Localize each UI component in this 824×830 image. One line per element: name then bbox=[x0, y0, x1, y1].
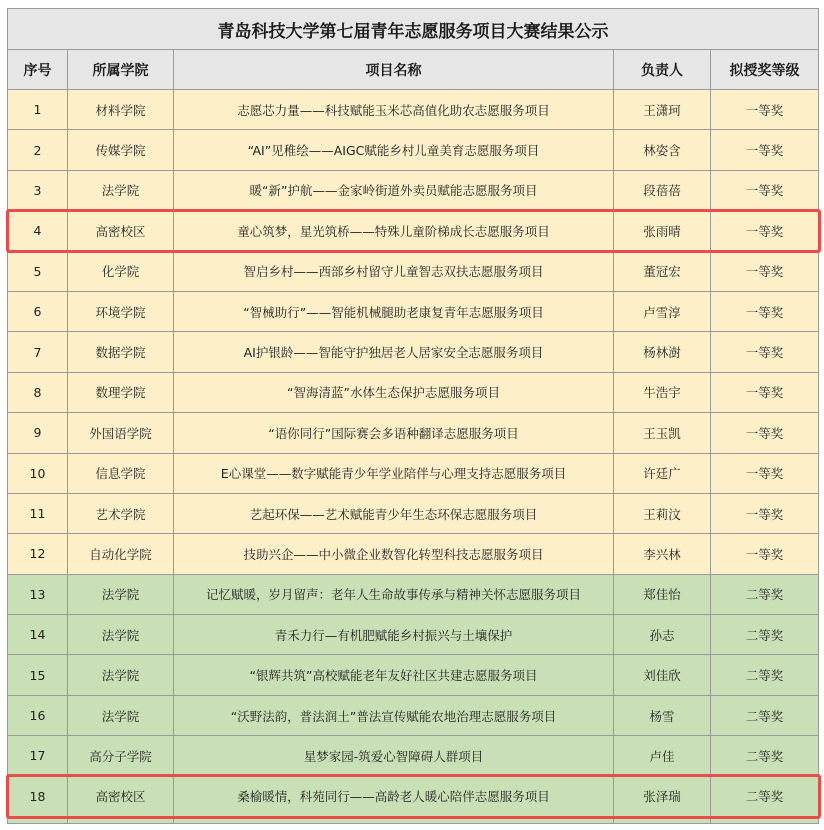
cell-award: 一等奖 bbox=[711, 372, 819, 412]
title-row bbox=[8, 9, 819, 50]
cell-award: 一等奖 bbox=[711, 170, 819, 210]
table-row bbox=[8, 736, 819, 776]
cell-no: 10 bbox=[8, 453, 68, 493]
cell-empty bbox=[614, 817, 711, 824]
cell-leader: 董冠宏 bbox=[614, 251, 711, 291]
cell-leader: 王莉汶 bbox=[614, 493, 711, 533]
table-row bbox=[8, 211, 819, 251]
cell-no: 18 bbox=[8, 776, 68, 816]
cell-college: 高密校区 bbox=[68, 211, 174, 251]
table-row bbox=[8, 574, 819, 614]
cell-empty bbox=[68, 817, 174, 824]
cell-empty bbox=[711, 817, 819, 824]
cell-empty bbox=[174, 817, 614, 824]
header-no: 序号 bbox=[8, 50, 68, 90]
cell-award: 二等奖 bbox=[711, 615, 819, 655]
header-college: 所属学院 bbox=[68, 50, 174, 90]
cell-no: 13 bbox=[8, 574, 68, 614]
cell-project: 青禾力行—有机肥赋能乡村振兴与土壤保护 bbox=[174, 615, 614, 655]
cell-award: 一等奖 bbox=[711, 493, 819, 533]
table-row bbox=[8, 615, 819, 655]
table-row bbox=[8, 453, 819, 493]
cell-leader: 林姿含 bbox=[614, 130, 711, 170]
cell-award: 一等奖 bbox=[711, 130, 819, 170]
cell-no: 7 bbox=[8, 332, 68, 372]
cell-leader: 孙志 bbox=[614, 615, 711, 655]
table-row bbox=[8, 130, 819, 170]
cell-no: 9 bbox=[8, 413, 68, 453]
cell-leader: 卢佳 bbox=[614, 736, 711, 776]
table-row bbox=[8, 493, 819, 533]
cell-project: 童心筑梦，星光筑桥——特殊儿童阶梯成长志愿服务项目 bbox=[174, 211, 614, 251]
cell-leader: 李兴林 bbox=[614, 534, 711, 574]
cell-college: 材料学院 bbox=[68, 90, 174, 130]
cell-leader: 卢雪淳 bbox=[614, 291, 711, 331]
cell-college: 法学院 bbox=[68, 695, 174, 735]
cell-college: 艺术学院 bbox=[68, 493, 174, 533]
cell-award: 一等奖 bbox=[711, 251, 819, 291]
cell-project: 记忆赋暖，岁月留声：老年人生命故事传承与精神关怀志愿服务项目 bbox=[174, 574, 614, 614]
cell-leader: 刘佳欣 bbox=[614, 655, 711, 695]
table-row bbox=[8, 695, 819, 735]
cell-project: 桑榆暖情，科苑同行——高龄老人暖心陪伴志愿服务项目 bbox=[174, 776, 614, 816]
table-row bbox=[8, 776, 819, 816]
table-row bbox=[8, 413, 819, 453]
cell-project: 志愿芯力量——科技赋能玉米芯高值化助农志愿服务项目 bbox=[174, 90, 614, 130]
cell-no: 12 bbox=[8, 534, 68, 574]
cell-no: 5 bbox=[8, 251, 68, 291]
table-row bbox=[8, 170, 819, 210]
cell-college: 法学院 bbox=[68, 615, 174, 655]
cell-award: 一等奖 bbox=[711, 211, 819, 251]
cell-no: 16 bbox=[8, 695, 68, 735]
cell-project: 技助兴企——中小微企业数智化转型科技志愿服务项目 bbox=[174, 534, 614, 574]
cell-project: 智启乡村——西部乡村留守儿童智志双扶志愿服务项目 bbox=[174, 251, 614, 291]
cell-award: 一等奖 bbox=[711, 453, 819, 493]
cell-project: 星梦家园-筑爱心智障碍人群项目 bbox=[174, 736, 614, 776]
cell-no: 3 bbox=[8, 170, 68, 210]
page-title: 青岛科技大学第七届青年志愿服务项目大赛结果公示 bbox=[8, 9, 819, 50]
cell-project: “语你同行”国际赛会多语种翻译志愿服务项目 bbox=[174, 413, 614, 453]
cell-college: 化学院 bbox=[68, 251, 174, 291]
cell-award: 一等奖 bbox=[711, 413, 819, 453]
cell-award: 一等奖 bbox=[711, 534, 819, 574]
cell-empty bbox=[8, 817, 68, 824]
cell-college: 数据学院 bbox=[68, 332, 174, 372]
cell-leader: 杨雪 bbox=[614, 695, 711, 735]
cell-project: 暖“新”护航——金家岭街道外卖员赋能志愿服务项目 bbox=[174, 170, 614, 210]
header-project: 项目名称 bbox=[174, 50, 614, 90]
cell-college: 自动化学院 bbox=[68, 534, 174, 574]
cell-leader: 郑佳怡 bbox=[614, 574, 711, 614]
cell-award: 一等奖 bbox=[711, 90, 819, 130]
cell-leader: 杨林澍 bbox=[614, 332, 711, 372]
cell-project: “AI”见稚绘——AIGC赋能乡村儿童美育志愿服务项目 bbox=[174, 130, 614, 170]
cell-project: “银辉共筑”高校赋能老年友好社区共建志愿服务项目 bbox=[174, 655, 614, 695]
cell-project: “智械助行”——智能机械腿助老康复青年志愿服务项目 bbox=[174, 291, 614, 331]
cell-no: 17 bbox=[8, 736, 68, 776]
cell-leader: 张泽瑞 bbox=[614, 776, 711, 816]
cell-award: 二等奖 bbox=[711, 695, 819, 735]
cell-no: 8 bbox=[8, 372, 68, 412]
cell-award: 二等奖 bbox=[711, 776, 819, 816]
table-row bbox=[8, 655, 819, 695]
cell-leader: 王玉凯 bbox=[614, 413, 711, 453]
cell-award: 二等奖 bbox=[711, 736, 819, 776]
table-row bbox=[8, 372, 819, 412]
cell-leader: 许廷广 bbox=[614, 453, 711, 493]
table-row bbox=[8, 90, 819, 130]
cell-leader: 牛浩宇 bbox=[614, 372, 711, 412]
cell-no: 11 bbox=[8, 493, 68, 533]
cell-no: 4 bbox=[8, 211, 68, 251]
cell-leader: 段蓓蓓 bbox=[614, 170, 711, 210]
table-row-partial bbox=[8, 817, 819, 824]
header-leader: 负责人 bbox=[614, 50, 711, 90]
table-row bbox=[8, 251, 819, 291]
cell-award: 一等奖 bbox=[711, 291, 819, 331]
cell-leader: 王潇珂 bbox=[614, 90, 711, 130]
cell-college: 信息学院 bbox=[68, 453, 174, 493]
results-table bbox=[7, 8, 819, 824]
cell-project: “沃野法韵，普法润土”普法宣传赋能农地治理志愿服务项目 bbox=[174, 695, 614, 735]
cell-college: 高密校区 bbox=[68, 776, 174, 816]
cell-college: 外国语学院 bbox=[68, 413, 174, 453]
cell-no: 2 bbox=[8, 130, 68, 170]
results-sheet bbox=[7, 8, 818, 824]
cell-award: 二等奖 bbox=[711, 655, 819, 695]
cell-project: 艺起环保——艺术赋能青少年生态环保志愿服务项目 bbox=[174, 493, 614, 533]
cell-college: 高分子学院 bbox=[68, 736, 174, 776]
header-row bbox=[8, 50, 819, 90]
table-row bbox=[8, 332, 819, 372]
cell-award: 二等奖 bbox=[711, 574, 819, 614]
cell-college: 法学院 bbox=[68, 574, 174, 614]
cell-award: 一等奖 bbox=[711, 332, 819, 372]
cell-college: 数理学院 bbox=[68, 372, 174, 412]
table-row bbox=[8, 291, 819, 331]
cell-college: 传媒学院 bbox=[68, 130, 174, 170]
cell-no: 6 bbox=[8, 291, 68, 331]
cell-college: 法学院 bbox=[68, 655, 174, 695]
cell-no: 14 bbox=[8, 615, 68, 655]
cell-leader: 张雨晴 bbox=[614, 211, 711, 251]
cell-project: “智海清蓝”水体生态保护志愿服务项目 bbox=[174, 372, 614, 412]
cell-college: 法学院 bbox=[68, 170, 174, 210]
cell-no: 1 bbox=[8, 90, 68, 130]
cell-college: 环境学院 bbox=[68, 291, 174, 331]
cell-no: 15 bbox=[8, 655, 68, 695]
header-award: 拟授奖等级 bbox=[711, 50, 819, 90]
cell-project: E心课堂——数字赋能青少年学业陪伴与心理支持志愿服务项目 bbox=[174, 453, 614, 493]
table-row bbox=[8, 534, 819, 574]
cell-project: AI护银龄——智能守护独居老人居家安全志愿服务项目 bbox=[174, 332, 614, 372]
